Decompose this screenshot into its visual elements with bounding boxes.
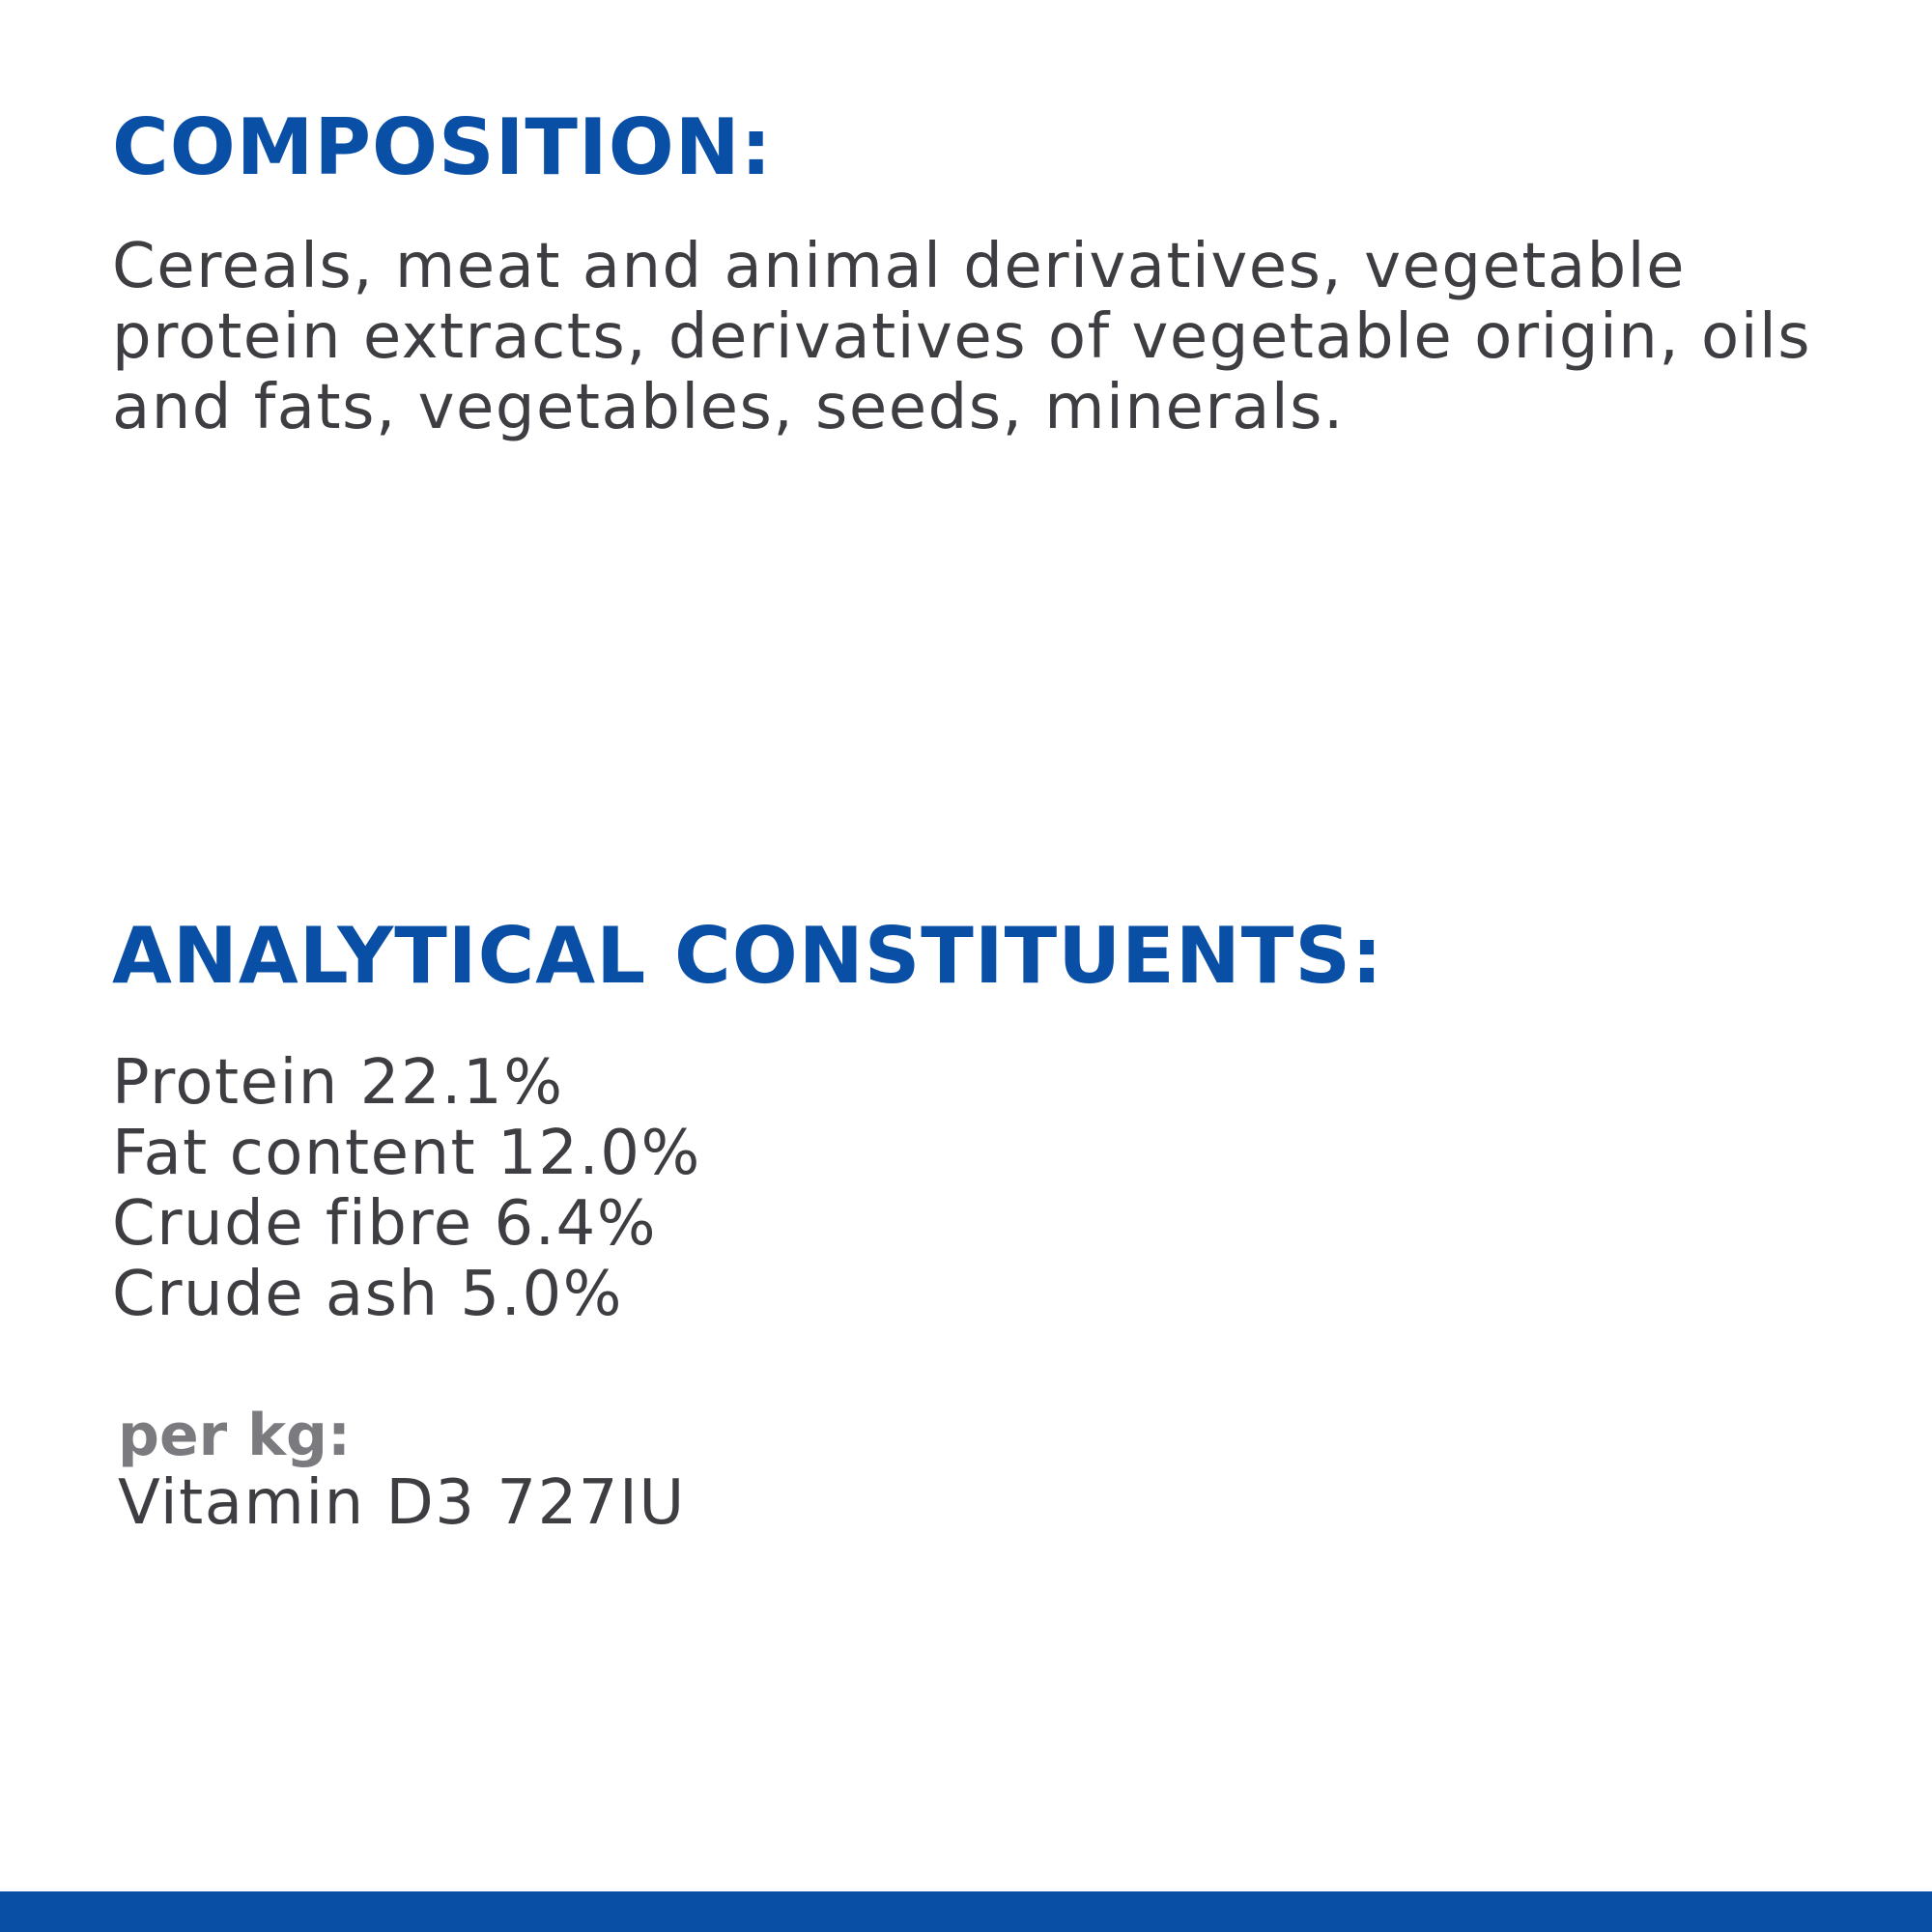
constituents-list	[112, 1048, 701, 1330]
constituent-protein: Protein 22.1%	[112, 1047, 564, 1119]
per-kg-label: per kg:	[118, 1402, 351, 1469]
constituent-fat-content: Fat content 12.0%	[112, 1118, 701, 1189]
analytical-constituents-heading: ANALYTICAL CONSTITUENTS:	[112, 911, 1383, 1001]
constituent-crude-fibre: Crude fibre 6.4%	[112, 1188, 658, 1260]
composition-text: Cereals, meat and animal derivatives, vegetable protein extracts, derivatives of vegetable origin, oils and fats, vegetables, seeds, minerals.	[112, 231, 1812, 443]
vitamin-d3-value: Vitamin D3 727IU	[118, 1467, 686, 1539]
composition-heading: COMPOSITION:	[112, 102, 773, 192]
constituent-crude-ash: Crude ash 5.0%	[112, 1259, 623, 1330]
bottom-accent-bar	[0, 1891, 1932, 1932]
